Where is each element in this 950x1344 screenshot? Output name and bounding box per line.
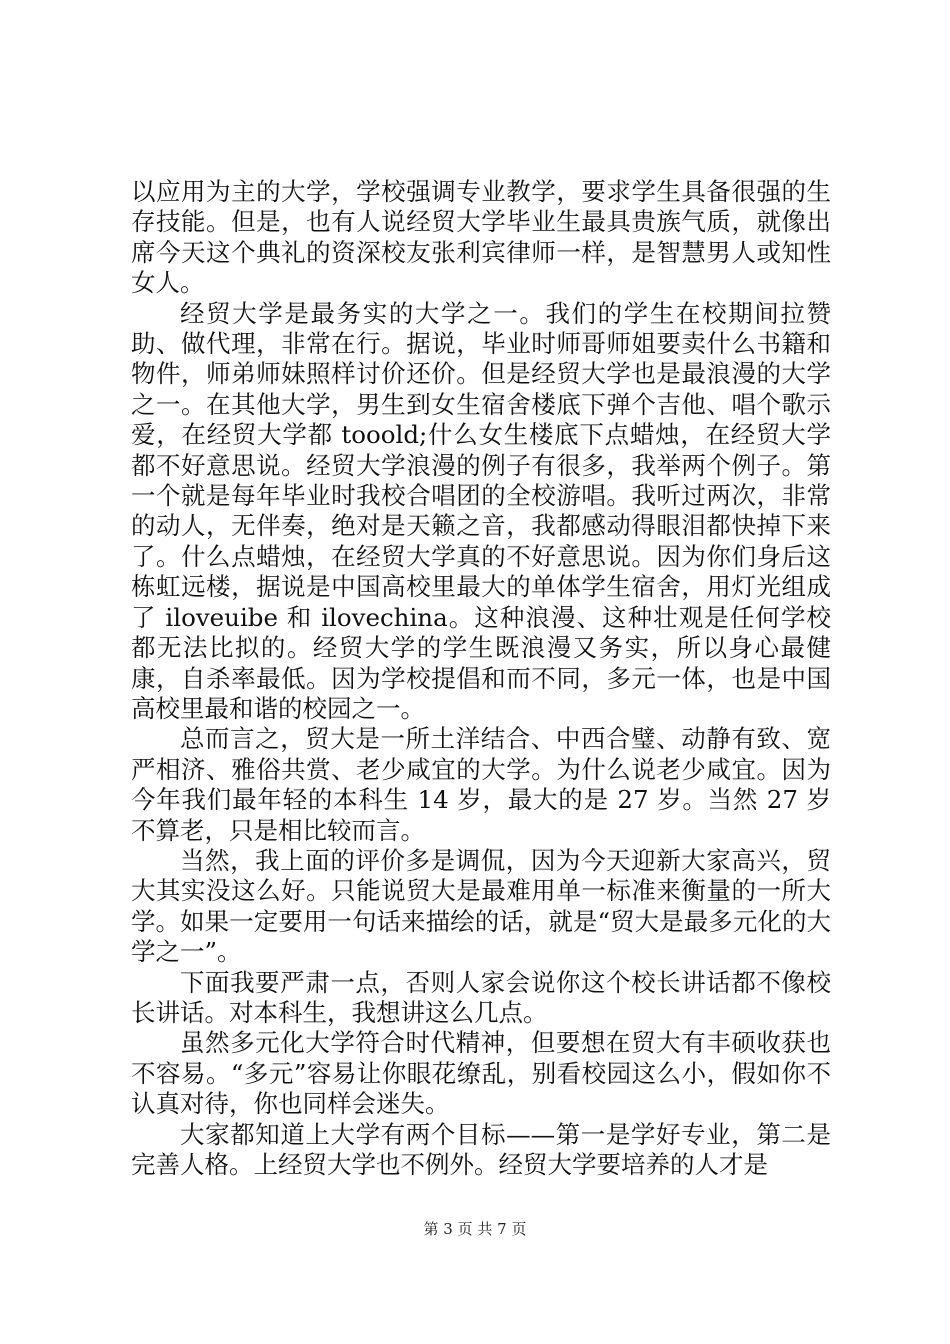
page-footer: 第 3 页 共 7 页 xyxy=(423,1220,527,1238)
paragraph: 当然，我上面的评价多是调侃，因为今天迎新大家高兴，贸大其实没这么好。只能说贸大是最难用单一标准来衡量的一所大学。如果一定要用一句话来描绘的话，就是“贸大是最多元化的大学之一”。 xyxy=(131,845,831,967)
paragraph: 虽然多元化大学符合时代精神，但要想在贸大有丰硕收获也不容易。“多元”容易让你眼花缭乱，别看校园这么小，假如你不认真对待，你也同样会迷失。 xyxy=(131,1028,831,1119)
document-body xyxy=(131,177,831,1180)
paragraph-continued: 以应用为主的大学，学校强调专业教学，要求学生具备很强的生存技能。但是，也有人说经贸大学毕业生最具贵族气质，就像出席今天这个典礼的资深校友张利宾律师一样，是智慧男人或知性女人。 xyxy=(131,177,831,298)
paragraph: 总而言之，贸大是一所土洋结合、中西合璧、动静有致、宽严相济、雅俗共赏、老少咸宜的大学。为什么说老少咸宜。因为今年我们最年轻的本科生 14 岁，最大的是 27 岁。当然 27 岁不算老，只是相比较而言。 xyxy=(131,724,831,845)
paragraph: 大家都知道上大学有两个目标——第一是学好专业，第二是完善人格。上经贸大学也不例外。经贸大学要培养的人才是 xyxy=(131,1119,831,1179)
paragraph: 下面我要严肃一点，否则人家会说你这个校长讲话都不像校长讲话。对本科生，我想讲这么几点。 xyxy=(131,967,831,1027)
paragraph: 经贸大学是最务实的大学之一。我们的学生在校期间拉赞助、做代理，非常在行。据说，毕业时师哥师姐要卖什么书籍和物件，师弟师妹照样讨价还价。但是经贸大学也是最浪漫的大学之一。在其他大学，男生到女生宿舍楼底下弹个吉他、唱个歌示爱，在经贸大学都 tooold;什么女生楼底下点蜡烛，在经贸大学都不好意思说。经贸大学浪漫的例子有很多，我举两个例子。第一个就是每年毕业时我校合唱团的全校游唱。我听过两次，非常的动人，无伴奏，绝对是天籁之音，我都感动得眼泪都快掉下来了。什么点蜡烛，在经贸大学真的不好意思说。因为你们身后这栋虹远楼，据说是中国高校里最大的单体学生宿舍，用灯光组成了 iloveuibe 和 ilovechina。这种浪漫、这种壮观是任何学校都无法比拟的。经贸大学的学生既浪漫又务实，所以身心最健康，自杀率最低。因为学校提倡和而不同，多元一体，也是中国高校里最和谐的校园之一。 xyxy=(131,298,831,723)
